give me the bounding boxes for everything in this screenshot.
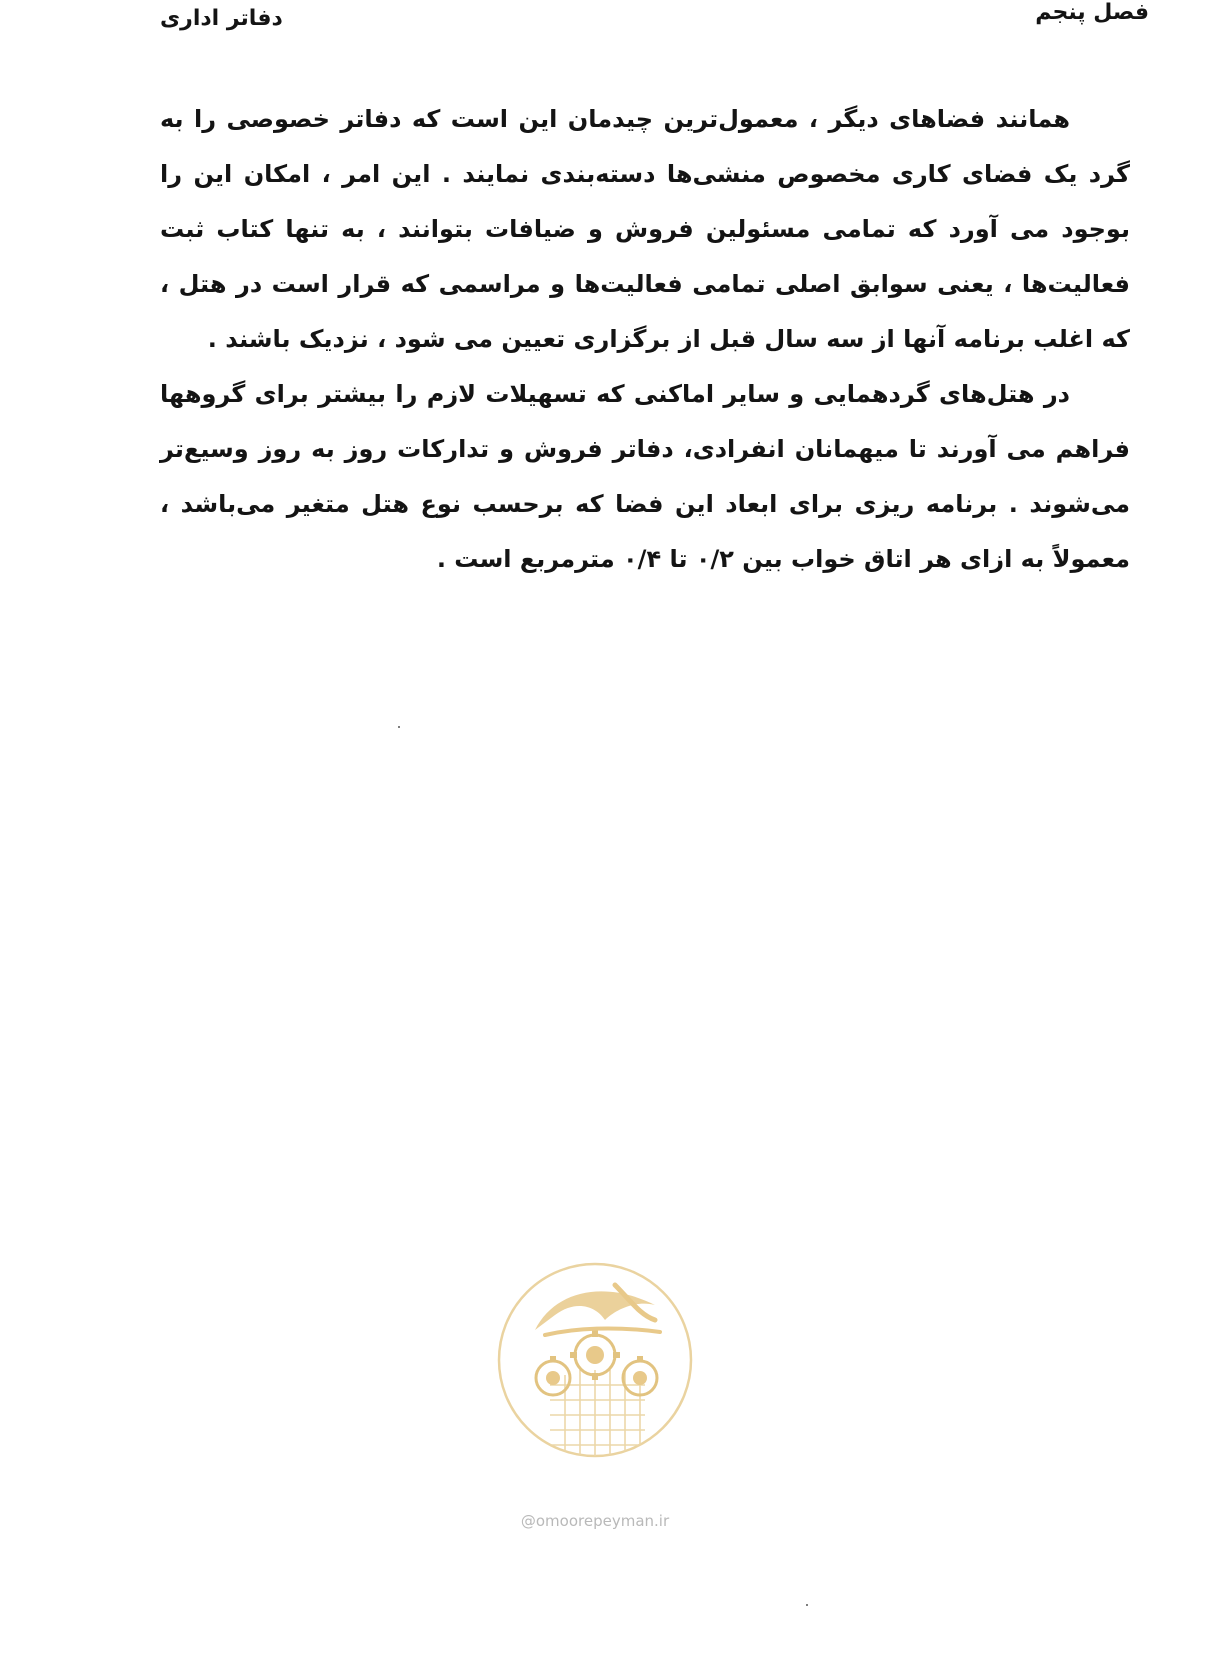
paragraph-1: همانند فضاهای دیگر ، معمول‌ترین چیدمان این است که دفاتر خصوصی را به گرد یک فضای کاری مخصوص منشی‌ها دسته‌بندی نمایند . این امر ، امکان این را بوجود می آورد که تمامی مسئولین فروش و ضیافات بتوانند ، به تنها کتاب ثبت فعالیت‌ها ، یعنی سوابق اصلی تمامی فعالیت‌ها و مراسمی که قرار است در هتل ، که اغلب برنامه آنها از سه سال قبل از برگزاری تعیین می شود ، نزدیک باشند . <box>160 105 1130 353</box>
body-text <box>160 92 1130 587</box>
watermark-logo-icon <box>495 1260 695 1460</box>
paragraph-2: در هتل‌های گردهمایی و سایر اماکنی که تسهیلات لازم را بیشتر برای گروهها فراهم می آورند تا میهمانان انفرادی، دفاتر فروش و تدارکات روز به روز وسیع‌تر می‌شوند . برنامه ریزی برای ابعاد این فضا که برحسب نوع هتل متغیر می‌باشد ، معمولاً به ازای هر اتاق خواب بین ۰/۲ تا ۰/۴ مترمربع است . <box>160 380 1130 573</box>
running-header-chapter: فصل پنجم <box>1035 0 1149 25</box>
running-header-title: دفاتر اداری <box>160 6 283 31</box>
watermark-caption: @omoorepeyman.ir <box>520 1512 670 1530</box>
scan-speck <box>398 726 400 728</box>
scan-speck <box>806 1604 808 1606</box>
watermark-seal <box>495 1260 695 1530</box>
